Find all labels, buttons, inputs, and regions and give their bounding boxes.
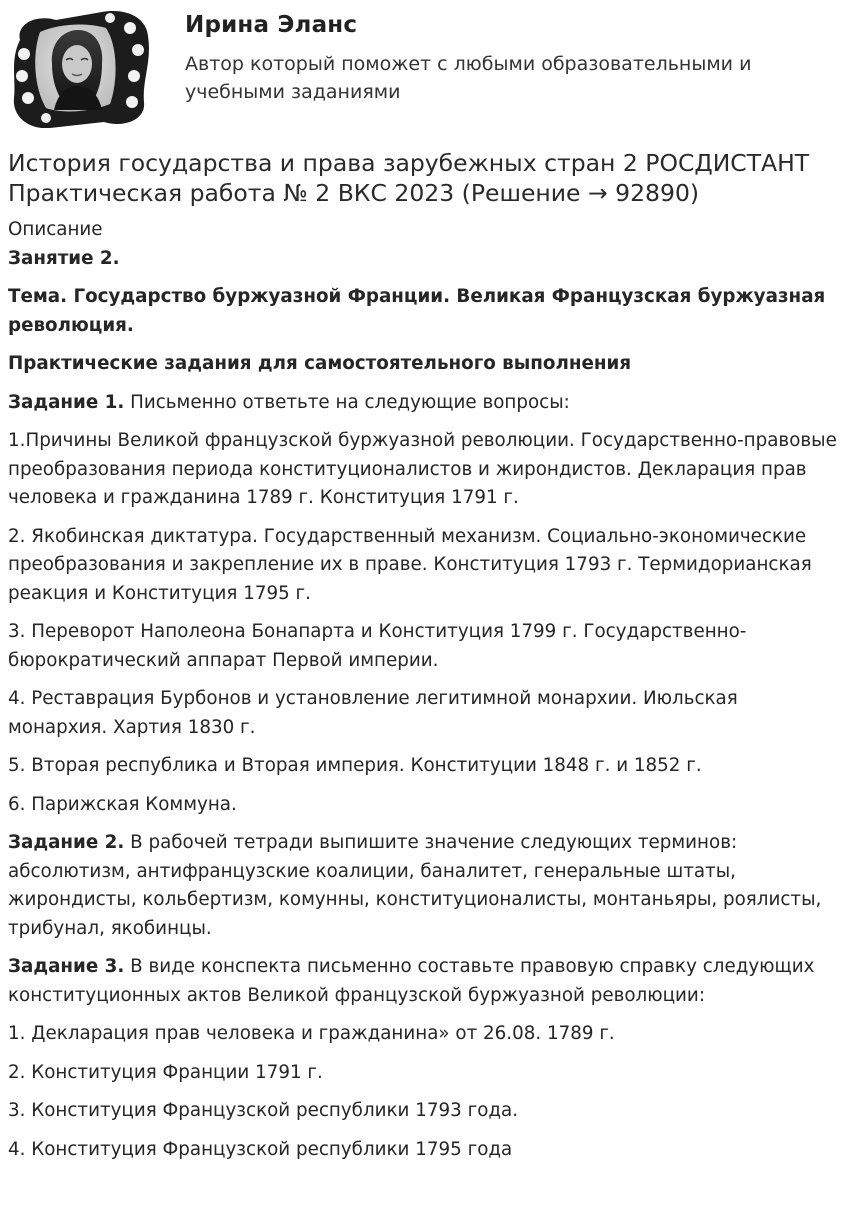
task1-item-1: 1.Причины Великой французской буржуазной революции. Государственно-правовые преобразования периода конституционалистов и жирондистов. Декларация прав человека и гражданина 1789 г. Конституция 1791 г. [8,430,837,508]
topic-heading: Тема. Государство буржуазной Франции. Великая Французская буржуазная революция. [8,286,826,336]
task3-text: В виде конспекта письменно составьте правовую справку следующих конституционных актов Великой французской буржуазной революции: [8,956,815,1006]
task1-item-4: 4. Реставрация Бурбонов и установление легитимной монархии. Июльская монархия. Хартия 1830 г. [8,688,738,738]
author-avatar[interactable] [6,6,152,128]
task2-label: Задание 2. [8,832,125,853]
author-description: Автор который поможет с любыми образовательными и учебными заданиями [185,53,752,103]
task3-item-1: 1. Декларация прав человека и гражданина» от 26.08. 1789 г. [8,1023,615,1044]
task3-item-4: 4. Конституция Французской республики 1795 года [8,1138,513,1160]
document-content [8,216,840,1174]
lesson-heading: Занятие 2. [8,247,120,269]
avatar-photo-icon [6,6,152,128]
task3-label: Задание 3. [8,956,125,977]
task3-item-2: 2. Конституция Франции 1791 г. [8,1061,323,1083]
task3-item-3: 3. Конституция Французской республики 1793 года. [8,1100,519,1121]
practical-heading: Практические задания для самостоятельного выполнения [8,353,632,374]
task1-item-3: 3. Переворот Наполеона Бонапарта и Конституция 1799 г. Государственно-бюрократический аппарат Первой империи. [8,621,747,671]
task1-item-5: 5. Вторая республика и Вторая империя. Конституции 1848 г. и 1852 г. [8,755,702,776]
author-header [0,0,847,135]
task1-item-6: 6. Парижская Коммуна. [8,793,237,815]
task1-text: Письменно ответьте на следующие вопросы: [124,391,570,413]
task1-label: Задание 1. [8,391,125,413]
page-title: История государства и права зарубежных стран 2 РОСДИСТАНТ Практическая работа № 2 ВКС 2023 (Решение → 92890) [8,149,810,207]
task1-item-2: 2. Якобинская диктатура. Государственный механизм. Социально-экономические преобразования и закрепление их в праве. Конституция 1793 г. Термидорианская реакция и Конституция 1795 г. [8,525,812,604]
task2-paragraph [8,829,840,943]
author-name[interactable]: Ирина Эланс [185,12,358,38]
task1-paragraph [8,389,840,418]
description-label: Описание [8,219,103,240]
task3-paragraph [8,953,840,1010]
task2-text: В рабочей тетради выпишите значение следующих терминов: абсолютизм, антифранцузские коалиции, баналитет, генеральные штаты, жирондисты, кольбертизм, комунны, конституционалисты, монтаньяры, роялисты, трибунал, якобинцы. [8,832,822,939]
